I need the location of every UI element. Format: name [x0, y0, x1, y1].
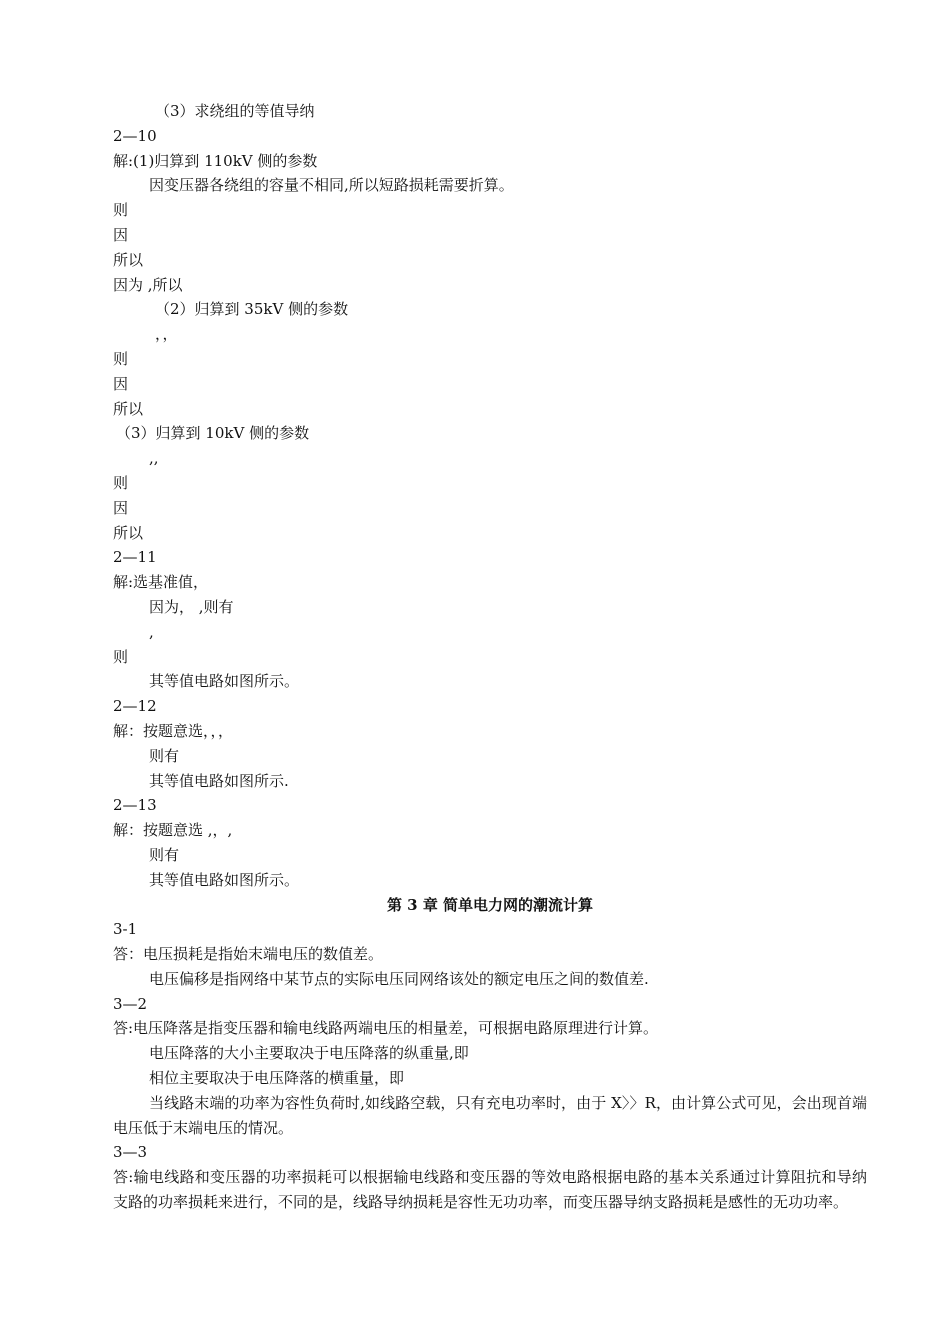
text-line: 因为， ,则有 — [149, 597, 234, 616]
text-line: 因为 ,所以 — [113, 275, 183, 294]
text-line: （3）归算到 10kV 侧的参数 — [116, 424, 310, 443]
text-line: ，， — [155, 325, 178, 344]
text-line: 则有 — [149, 746, 180, 765]
paragraph: 当线路末端的功率为容性负荷时,如线路空载，只有充电功率时，由于 X〉〉R，由计算公式可见，会出现首端电压低于末端电压的情况。 — [113, 1093, 867, 1137]
problem-number: 3—3 — [113, 1143, 148, 1162]
text-line: 因 — [113, 498, 129, 517]
chapter-title: 第 3 章 简单电力网的潮流计算 — [386, 895, 594, 914]
problem-number: 3—2 — [113, 994, 148, 1013]
text-line: 其等值电路如图所示. — [149, 771, 289, 790]
text-line: 则 — [113, 473, 129, 492]
text-line: 相位主要取决于电压降落的横重量，即 — [149, 1069, 405, 1088]
problem-number: 2—13 — [113, 796, 157, 815]
text-line: 答：电压损耗是指始末端电压的数值差。 — [113, 945, 384, 964]
text-line: 所以 — [113, 399, 144, 418]
text-line: ,, — [149, 449, 159, 468]
text-line: 因 — [113, 374, 129, 393]
text-line: 电压降落的大小主要取决于电压降落的纵重量,即 — [149, 1044, 469, 1063]
paragraph: 答:输电线路和变压器的功率损耗可以根据输电线路和变压器的等效电路根据电路的基本关系通过计算阻抗和导纳支路的功率损耗来进行，不同的是，线路导纳损耗是容性无功功率，而变压器导纳支路损耗是感性的无功功率。 — [113, 1168, 867, 1212]
text-line: 解：按题意选，，， — [113, 721, 234, 740]
text-line: 解:(1)归算到 110kV 侧的参数 — [113, 151, 318, 170]
problem-number: 3-1 — [113, 920, 138, 939]
text-line: 其等值电路如图所示。 — [149, 870, 300, 889]
text-line: 则 — [113, 647, 129, 666]
problem-number: 2—12 — [113, 697, 157, 716]
problem-number: 2—10 — [113, 126, 157, 145]
text-line: 答:电压降落是指变压器和输电线路两端电压的相量差，可根据电路原理进行计算。 — [113, 1019, 659, 1038]
text-line: （3）求绕组的等值导纳 — [155, 102, 315, 120]
document-page — [113, 99, 867, 1215]
text-line: 所以 — [113, 250, 144, 269]
text-line: 解：按题意选 ,，, — [113, 821, 233, 840]
text-line: 因变压器各绕组的容量不相同,所以短路损耗需要折算。 — [149, 176, 514, 195]
text-line: （2）归算到 35kV 侧的参数 — [155, 300, 349, 319]
text-line: 则有 — [149, 845, 180, 864]
text-line: 电压偏移是指网络中某节点的实际电压同网络该处的额定电压之间的数值差. — [149, 969, 649, 988]
text-line: 因 — [113, 225, 129, 244]
text-line: 则 — [113, 349, 129, 368]
problem-number: 2—11 — [113, 548, 157, 567]
text-line: 解:选基准值， — [113, 573, 209, 592]
text-line: , — [149, 622, 154, 641]
text-line: 其等值电路如图所示。 — [149, 672, 300, 691]
text-line: 则 — [113, 201, 129, 220]
text-line: 所以 — [113, 523, 144, 542]
